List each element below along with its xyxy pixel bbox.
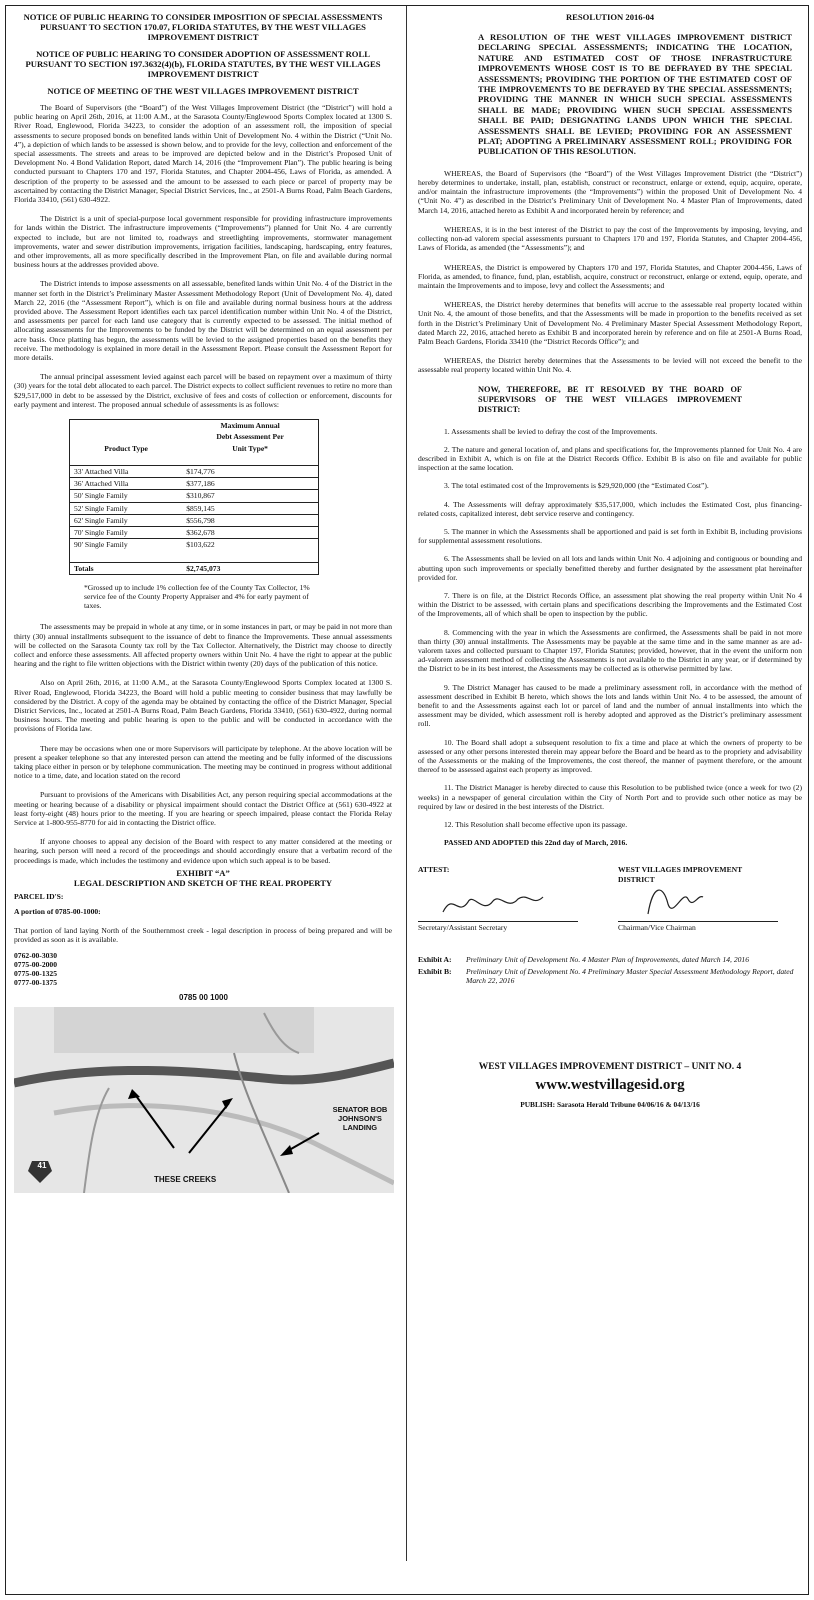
table-row <box>70 465 319 477</box>
resolution-column <box>418 12 802 1109</box>
resolution-item: 5. The manner in which the Assessments shall be apportioned and paid is set forth in Exhibit B, including provisions for supplemental assessment resolutions. <box>418 526 802 546</box>
landing-label-line: SENATOR BOB <box>332 1105 388 1115</box>
table-row <box>70 526 319 538</box>
table-row <box>70 490 319 502</box>
portion-text: That portion of land laying North of the Southernmost creek - legal description in process of being prepared and will be provided as soon as it is available. <box>14 926 392 945</box>
attest-label: ATTEST: <box>418 865 450 875</box>
notice-heading-1: NOTICE OF PUBLIC HEARING TO CONSIDER IMPOSITION OF SPECIAL ASSESSMENTS PURSUANT TO SECTION 170.07, FLORIDA STATUTES, BY THE WEST VILLAGES IMPROVEMENT DISTRICT <box>23 12 383 42</box>
table-cell-product: 50' Single Family <box>74 491 128 501</box>
resolution-item: 6. The Assessments shall be levied on all lots and lands within Unit No. 4 adjoining and contiguous or bounding and abutting upon such improvements or specially benefitted thereby and further designated by the assessment plat hereinafter provided for. <box>418 554 802 582</box>
assessment-table <box>69 419 319 575</box>
route-41-label: 41 <box>37 1161 47 1171</box>
exhibit-a-ref <box>418 955 802 964</box>
notice-paragraph: The annual principal assessment levied against each parcel will be based on repayment over a maximum of thirty (30) years for the total debt allocated to each parcel. The District expects to collect sufficient revenues to retire no more than $29,517,000 in debt to be assessed by the District, exclusive of fees and costs of collection or enforcement, discounts for early payment and interest. The proposed annual schedule of assessments is as follows: <box>14 372 392 409</box>
table-cell-amount: $377,186 <box>186 479 215 489</box>
table-row <box>70 502 319 514</box>
table-cell-amount: $310,867 <box>186 491 215 501</box>
notice-paragraph: Also on April 26th, 2016, at 11:00 A.M., at the Sarasota County/Englewood Sports Complex located at 1300 S. River Road, Englewood, Florida 34223, the Board will hold a public meeting to consider business that may lawfully be considered by the District. A copy of the agenda may be obtained by contacting the office of the District Manager, Special District Services, Inc., located at 2501-A Burns Road, Palm Beach Gardens, Florida 33410, (561) 630-4922, during normal business hours. The meeting and public hearing is open to the public and will be conducted in accordance with the provisions of Florida law. <box>14 678 392 734</box>
parcel-id: 0775-00-1325 <box>14 969 58 979</box>
resolution-item: 2. The nature and general location of, and plans and specifications for, the Improvements planned for Unit No. 4 are described in Exhibit A, which is on file at the District Records Office. Exhibit B is also on file and available for public inspection at the same location. <box>418 444 802 473</box>
notice-paragraph: If anyone chooses to appeal any decision of the Board with respect to any matter considered at the meeting or hearing, such person will need a record of the proceedings and should accordingly ensure that a verbatim record of the proceedings is made, which includes the testimony and evidence upon which such appeal is to be based. <box>14 837 392 865</box>
map-parcel-label: 0785 00 1000 <box>179 993 228 1003</box>
exhibit-a-text: Preliminary Unit of Development No. 4 Master Plan of Improvements, dated March 14, 2016 <box>466 955 750 965</box>
footer-url[interactable]: www.westvillagesid.org <box>535 1077 685 1094</box>
district-signature-label: WEST VILLAGES IMPROVEMENT DISTRICT <box>618 865 743 884</box>
table-cell-product: 52' Single Family <box>74 503 128 513</box>
exhibit-a-label: Exhibit A: <box>418 955 452 965</box>
notice-paragraph: Pursuant to provisions of the Americans with Disabilities Act, any person requiring special accommodations at the meeting or hearing because of a disability or physical impairment should contact the District Office at (561) 630-4922 at least forty-eight (48) hours prior to the meeting. If you are hearing or speech impaired, please contact the Florida Relay Service at 1-800-955-8770 for aid in contacting the District office. <box>14 790 392 827</box>
parcel-id-list <box>14 951 392 988</box>
secretary-line: Secretary/Assistant Secretary <box>418 921 578 932</box>
notice-heading-2: NOTICE OF PUBLIC HEARING TO CONSIDER ADOPTION OF ASSESSMENT ROLL PURSUANT TO SECTION 197.3632(4)(b), FLORIDA STATUTES, BY THE WEST VILLAGES IMPROVEMENT DISTRICT <box>25 49 381 79</box>
table-cell-product: 62' Single Family <box>74 515 128 525</box>
footer-title: WEST VILLAGES IMPROVEMENT DISTRICT – UNIT NO. 4 <box>478 1062 742 1073</box>
secretary-signature <box>438 887 548 919</box>
whereas-clause: WHEREAS, the Board of Supervisors (the “Board”) of the West Villages Improvement District (the “District”) hereby determines to undertake, install, plan, establish, construct or reconstruct, enlarge or extend, equip, acquire, operate, and/or maintain the infrastructure improvements (the “Improvements”) within the proposed Unit of Development No. 4 (“Unit No. 4”) as described in the District’s Preliminary Unit of Development No. 4 Master Plan of Improvements, dated March 14, 2016, attached hereto as Exhibit A and incorporated herein by reference; and <box>418 168 802 215</box>
resolution-item: 7. There is on file, at the District Records Office, an assessment plat showing the real property within Unit No 4 within the District to be assessed, with certain plans and specifications describing the Improvements and the Estimated Cost of the Improvements, all of which shall be open to inspection by the public. <box>418 590 802 619</box>
exhibit-b-ref <box>418 967 802 985</box>
table-cell-product: 33' Attached Villa <box>74 466 129 476</box>
resolution-item: 3. The total estimated cost of the Improvements is $29,920,000 (the “Estimated Cost”). <box>444 481 709 491</box>
landing-label-line: LANDING <box>342 1123 378 1133</box>
table-cell-amount: $362,678 <box>186 527 215 537</box>
table-footnote: *Grossed up to include 1% collection fee of the County Tax Collector, 1% service fee of the County Property Appraiser and 4% for early payment of taxes. <box>84 582 310 611</box>
resolution-heading: A RESOLUTION OF THE WEST VILLAGES IMPROVEMENT DISTRICT DECLARING SPECIAL ASSESSMENTS; INDICATING THE LOCATION, NATURE AND ESTIMATED COST OF THOSE INFRASTRUCTURE IMPROVEMENTS WHOSE COST IS TO BE DEFRAYED BY THE SPECIAL ASSESSMENTS; PROVIDING THE PORTION OF THE ESTIMATED COST OF THE IMPROVEMENTS TO BE DEFRAYED BY THE SPECIAL ASSESSMENTS; PROVIDING THE MANNER IN WHICH SUCH SPECIAL ASSESSMENTS SHALL BE MADE; PROVIDING WHEN SUCH SPECIAL ASSESSMENTS SHALL BE PAID; DESIGNATING LANDS UPON WHICH THE SPECIAL ASSESSMENTS SHALL BE LEVIED; PROVIDING FOR AN ASSESSMENT PLAT; ADOPTING A PRELIMINARY ASSESSMENT ROLL; PROVIDING FOR PUBLICATION OF THIS RESOLUTION. <box>478 32 792 157</box>
signature-block <box>418 857 802 947</box>
resolution-item: 4. The Assessments will defray approximately $35,517,000, which includes the Estimated Cost, plus financing-related costs, capitalized interest, debt service reserve and contingency. <box>418 499 802 518</box>
table-cell-product: 70' Single Family <box>74 527 128 537</box>
publish-line: PUBLISH: Sarasota Herald Tribune 04/06/16 & 04/13/16 <box>520 1100 700 1110</box>
table-row <box>70 514 319 526</box>
portion-label: A portion of 0785-00-1000: <box>14 907 101 917</box>
table-row <box>70 478 319 490</box>
passed-adopted: PASSED AND ADOPTED this 22nd day of March, 2016. <box>444 838 628 848</box>
exhibit-a-title: EXHIBIT “A” <box>176 867 230 878</box>
table-col-header: Product Type <box>104 443 148 453</box>
exhibit-b-text: Preliminary Unit of Development No. 4 Preliminary Master Special Assessment Methodology Report, dated March 22, 2016 <box>466 966 794 985</box>
parcel-ids-label: PARCEL ID'S: <box>14 891 64 901</box>
landing-label-line: JOHNSON'S <box>338 1114 382 1124</box>
whereas-clause: WHEREAS, it is in the best interest of the District to pay the cost of the Improvements by imposing, levying, and collecting non-ad valorem special assessments pursuant to Chapters 170 and 197, Florida Statutes, and Chapter 2004-456, Laws of Florida, as amended (the “Assessments”); and <box>418 224 802 253</box>
whereas-clause: WHEREAS, the District hereby determines that the Assessments to be levied will not exceed the benefit to the assessable real property located within Unit No. 4. <box>418 356 802 375</box>
landing-label <box>326 1105 394 1132</box>
resolution-item: 9. The District Manager has caused to be made a preliminary assessment roll, in accordance with the method of assessment described in Exhibit B hereto, which shows the lots and lands within Unit No. 4 to be assessed, the amount of benefit to and the Assessments against each lot or parcel of land and the number of annual installments into which the assessment may be divided, which assessment roll is hereby adopted and approved as the District’s preliminary assessment roll. <box>418 682 802 729</box>
table-total-label: Totals <box>74 563 94 573</box>
creeks-label: THESE CREEKS <box>154 1175 217 1185</box>
chairman-signature <box>638 879 708 919</box>
table-row <box>70 539 319 551</box>
parcel-sketch-map <box>14 993 394 1183</box>
notice-paragraph: The assessments may be prepaid in whole at any time, or in some instances in part, or may be paid in not more than thirty (30) annual installments subsequent to the issuance of debt to finance the Improvements. These annual assessments will be collected on the Sarasota County tax roll by the Tax Collector. Alternatively, the District may choose to directly collect and enforce these assessments. All affected property owners within Unit No. 4 have the right to appear at the public hearing and the right to file written objections with the District within twenty (20) days of the publication of this notice. <box>14 622 392 669</box>
table-cell-amount: $556,798 <box>186 515 215 525</box>
resolution-item: 12. This Resolution shall become effective upon its passage. <box>444 820 628 830</box>
table-head-line: Maximum Annual <box>220 421 280 431</box>
column-divider <box>406 6 407 1561</box>
resolution-items <box>418 427 802 830</box>
whereas-clause: WHEREAS, the District hereby determines that benefits will accrue to the assessable real property located within Unit No. 4, the amount of those benefits, and that the Assessments will be made in proportion to the benefits received as set forth in the District’s Preliminary Unit of Development No. 4 Preliminary Master Special Assessment Methodology Report, dated March 22, 2016, attached hereto as Exhibit B and incorporated herein by reference and on file at 2501-A Burns Road, Palm Beach Gardens, Florida 33410 (the “District Records Office”); and <box>418 300 802 346</box>
table-total-value: $2,745,073 <box>186 563 221 573</box>
notice-paragraph: There may be occasions when one or more Supervisors will participate by telephone. At the above location will be present a speaker telephone so that any interested person can attend the meeting and be fully informed of the discussions taking place either in person or by telephone communication. The meeting may be continued in progress without additional notice to a time, date, and location stated on the record <box>14 743 392 781</box>
table-cell-amount: $174,776 <box>186 466 215 476</box>
legal-notice-page <box>5 5 809 1595</box>
chairman-line: Chairman/Vice Chairman <box>618 921 778 932</box>
map-graphic <box>14 993 394 1193</box>
notice-column <box>14 12 392 1183</box>
whereas-clause: WHEREAS, the District is empowered by Chapters 170 and 197, Florida Statutes, and Chapter 2004-456, Laws of Florida, as amended, to finance, fund, plan, establish, acquire, construct or reconstruct, enlarge or extend, equip, operate, and maintain the Improvements and to impose, levy and collect the Assessments; and <box>418 262 802 290</box>
table-head-line: Debt Assessment Per <box>216 432 284 442</box>
parcel-id: 0777-00-1375 <box>14 978 58 988</box>
exhibit-a-subtitle: LEGAL DESCRIPTION AND SKETCH OF THE REAL PROPERTY <box>73 877 333 888</box>
resolution-item: 11. The District Manager is hereby directed to cause this Resolution to be published twice (once a week for two (2) weeks) in a newspaper of general circulation within the City of North Port and to provide such other notice as may be required by law or desired in the best interests of the District. <box>418 783 802 811</box>
notice-heading-3: NOTICE OF MEETING OF THE WEST VILLAGES IMPROVEMENT DISTRICT <box>47 86 359 96</box>
table-cell-amount: $103,622 <box>186 540 215 550</box>
exhibit-b-label: Exhibit B: <box>418 966 452 976</box>
table-cell-amount: $859,145 <box>186 503 215 513</box>
resolved-clause: NOW, THEREFORE, BE IT RESOLVED BY THE BOARD OF SUPERVISORS OF THE WEST VILLAGES IMPROVEMENT DISTRICT: <box>478 384 742 414</box>
notice-paragraph: The Board of Supervisors (the “Board”) of the West Villages Improvement District (the “District”) will hold a public hearing on April 26th, 2016, at 11:00 A.M., at the Sarasota County/Englewood Sports Complex located at 1300 S. River Road, Englewood, Florida 34223, to consider the adoption of an assessment roll, the imposition of special assessments to secure proposed bonds on benefited lands within Unit of Development No. 4 within the District (“Unit No. 4”), a depiction of which lands to be assessed is shown below, and to provide for the levy, collection and enforcement of the special assessments. The streets and areas to be improved are depicted below and in the District’s Proposed Unit of Development No. 4 Bond Validation Report, dated March 14, 2016 (the “Improvement Plan”). The public hearing is being conducted pursuant to Chapters 170 and 197, Florida Statutes, and Chapter 2004-456, Laws of Florida, as amended. A description of the property to be assessed and the amount to be assessed to each piece or parcel of property may be ascertained by contacting the District Manager, Special District Services, Inc., at 2501-A Burns Road, Palm Beach Gardens, Florida 33410, (561) 630-4922. <box>14 103 392 205</box>
resolution-item: 8. Commencing with the year in which the Assessments are confirmed, the Assessments shall be paid in not more than thirty (30) annual installments. The Assessments may be payable at the same time and in the same manner as are ad-valorem taxes and collected pursuant to Chapter 197, Florida Statutes; provided, however, that in the event the uniform non ad-valorem assessment method of collecting the Assessments is not available to the District in any year, or if determined by the District to be in its best interest, the Assessments may be collected as is otherwise permitted by law. <box>418 627 802 674</box>
table-col-header: Unit Type* <box>232 443 268 453</box>
table-cell-product: 36' Attached Villa <box>74 479 129 489</box>
table-cell-product: 90' Single Family <box>74 540 128 550</box>
resolution-item: 1. Assessments shall be levied to defray the cost of the Improvements. <box>444 426 658 436</box>
notice-paragraph: The District intends to impose assessments on all assessable, benefited lands within Unit No. 4 of the District in the manner set forth in the District’s Preliminary Master Assessment Methodology Report (Unit of Development No. 4), dated March 22, 2016 (the “Assessment Report”), which is on file and available during normal business hours at the address provided above. The Assessment Report identifies each tax parcel identification number within Unit No. 4 of the District, and assessments per parcel for each land use category that is currently expected to be assessed. The initial method of allocating assessments for the Improvements to be funded by the District will be determined on an equal assessment per acre basis. Once platting has begun, the assessments will be levied to the assigned properties based on the benefits they receive. The methodology is explained in more detail in the Assessment Report. Please consult the Assessment Report for more details. <box>14 279 392 363</box>
parcel-id: 0775-00-2000 <box>14 959 58 969</box>
resolution-title: RESOLUTION 2016-04 <box>565 12 655 22</box>
notice-paragraph: The District is a unit of special-purpose local government responsible for providing infrastructure improvements for lands within the District. The infrastructure improvements (“Improvements”) planned for Unit No. 4 are currently expected to include, but are not limited to, roadways and streetlighting improvements, stormwater management improvements, water and sewer distribution improvements, irrigation facilities, landscaping, hardscaping, entry features, and other improvements, all as more specifically described in the Improvement Plan, on file and available during normal business hours at the addresses provided above. <box>14 214 392 270</box>
parcel-id: 0762-00-3030 <box>14 950 58 960</box>
resolution-item: 10. The Board shall adopt a subsequent resolution to fix a time and place at which the owners of property to be assessed or any other persons interested therein may appear before the Board and be heard as to the propriety and advisability of the Assessments or the making of the Improvements, the cost thereof, the manner of payment therefore, or the amount thereof to be assessed against each property as improved. <box>418 737 802 775</box>
